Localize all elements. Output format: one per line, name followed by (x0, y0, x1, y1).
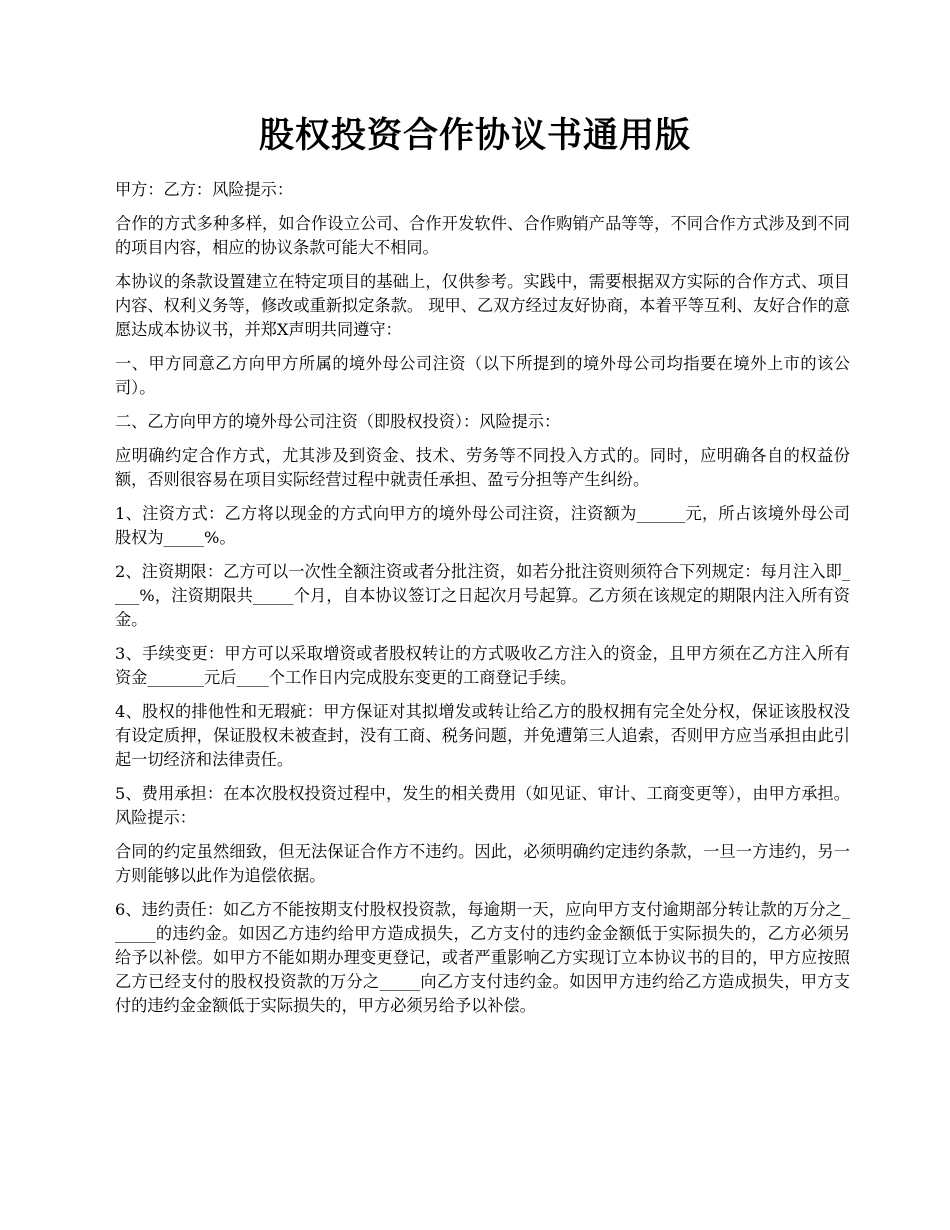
paragraph-risk-note-2: 合同的约定虽然细致，但无法保证合作方不违约。因此，必须明确约定违约条款，一旦一方违约，另一方则能够以此作为追偿依据。 (115, 842, 850, 885)
paragraph-item-6: 6、违约责任：如乙方不能按期支付股权投资款，每逾期一天，应向甲方支付逾期部分转让款的万分之______的违约金。如因乙方违约给甲方造成损失，乙方支付的违约金金额低于实际损失的，乙方必须另给予以补偿。如甲方不能如期办理变更登记，或者严重影响乙方实现订立本协议书的目的，甲方应按照乙方已经支付的股权投资款的万分之_____向乙方支付违约金。如因甲方违约给乙方造成损失，甲方支付的违约金金额低于实际损失的，甲方必须另给予以补偿。 (115, 900, 850, 1015)
paragraph-parties: 甲方：乙方：风险提示： (115, 180, 294, 199)
paragraph-item-2: 2、注资期限：乙方可以一次性全额注资或者分批注资，如若分批注资则须符合下列规定：每月注入即____%，注资期限共_____个月，自本协议签订之日起次月号起算。乙方须在该规定的期限内注入所有资金。 (115, 562, 850, 629)
paragraph-clause-2: 二、乙方向甲方的境外母公司注资（即股权投资）：风险提示： (115, 412, 561, 431)
paragraph-clause-1: 一、甲方同意乙方向甲方所属的境外母公司注资（以下所提到的境外母公司均指要在境外上市的该公司）。 (115, 354, 850, 397)
paragraph-item-1: 1、注资方式：乙方将以现金的方式向甲方的境外母公司注资，注资额为______元，所占该境外母公司股权为_____%。 (115, 504, 850, 547)
paragraph-cooperation-methods: 合作的方式多种多样，如合作设立公司、合作开发软件、合作购销产品等等，不同合作方式涉及到不同的项目内容，相应的协议条款可能大不相同。 (115, 214, 850, 257)
document-body (115, 178, 850, 1028)
paragraph-preamble: 本协议的条款设置建立在特定项目的基础上，仅供参考。实践中，需要根据双方实际的合作方式、项目内容、权利义务等，修改或重新拟定条款。 现甲、乙双方经过友好协商，本着平等互利、友好合作的意愿达成本协议书，并郑X声明共同遵守： (115, 272, 850, 339)
paragraph-item-3: 3、手续变更：甲方可以采取增资或者股权转让的方式吸收乙方注入的资金，且甲方须在乙方注入所有资金_______元后____个工作日内完成股东变更的工商登记手续。 (115, 644, 850, 687)
document-title: 股权投资合作协议书通用版 (258, 115, 691, 156)
paragraph-risk-note-1: 应明确约定合作方式，尤其涉及到资金、技术、劳务等不同投入方式的。同时，应明确各自的权益份额，否则很容易在项目实际经营过程中就责任承担、盈亏分担等产生纠纷。 (115, 446, 850, 489)
paragraph-item-5: 5、费用承担：在本次股权投资过程中，发生的相关费用（如见证、审计、工商变更等），由甲方承担。风险提示： (115, 784, 850, 827)
paragraph-item-4: 4、股权的排他性和无瑕疵：甲方保证对其拟增发或转让给乙方的股权拥有完全处分权，保证该股权没有设定质押，保证股权未被查封，没有工商、税务问题，并免遭第三人追索，否则甲方应当承担由此引起一切经济和法律责任。 (115, 702, 850, 769)
